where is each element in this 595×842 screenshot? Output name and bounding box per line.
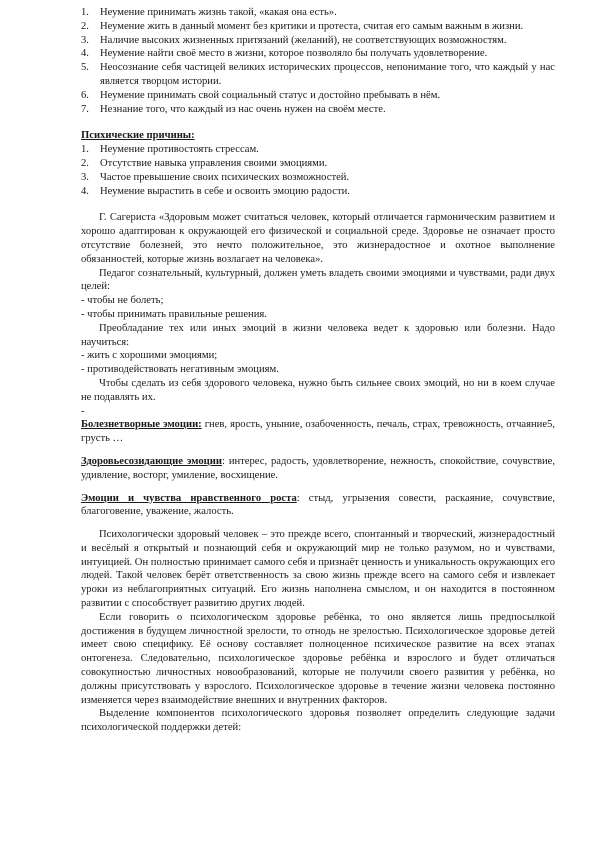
dash-line: - жить с хорошими эмоциями; — [81, 350, 218, 362]
emotions-label: Здоровьесозидающие эмоции — [81, 455, 222, 467]
dash-line: - чтобы не болеть; — [81, 295, 164, 307]
list-item: 5. Неосознание себя частицей великих исторических процессов, непонимание того, что каждый у нас является творцом истории. — [81, 62, 555, 87]
emotions-paragraph: Здоровьесозидающие эмоции: интерес, радость, удовлетворение, нежность, спокойствие, сочувствие, удивление, восторг, умиление, восхищение. — [81, 455, 555, 481]
list-item: 6. Неумение принимать свой социальный статус и достойно пребывать в нём. — [81, 89, 441, 101]
list-item: 4. Неумение вырастить в себе и освоить эмоцию радости. — [81, 185, 350, 197]
dash-line: - чтобы принимать правильные решения. — [81, 308, 267, 320]
list-item: 1. Неумение принимать жизнь такой, «какая она есть». — [81, 7, 337, 18]
reasons-list — [81, 6, 555, 116]
dash-line: - — [81, 405, 85, 417]
paragraph: Г. Сагериста «Здоровым может считаться человек, который отличается гармоническим развитием и хорошо адаптирован к окружающей его физической и социальной среде. Здоровье не означает просто отсутствие болезней, это нечто положительное, это жизнерадостное и охотное выполнение обязанностей, которые жизнь возлагает на человека». — [81, 212, 555, 265]
paragraph: Чтобы сделать из себя здорового человека, нужно быть сильнее своих эмоций, но ни в коем случае не подавлять их. — [81, 377, 555, 403]
dash-line: - противодействовать негативным эмоциям. — [81, 364, 279, 376]
emotions-label: Болезнетворные эмоции: — [81, 419, 202, 431]
emotions-paragraph: Эмоции и чувства нравственного роста: стыд, угрызения совести, раскаяние, сочувствие, благоговение, уважение, жалость. — [81, 492, 555, 518]
paragraph: Если говорить о психологическом здоровье ребёнка, то оно является лишь предпосылкой достижения в будущем личностной зрелости, то отнодь не зрелостью. Психологическое здоровье детей имеет свою специфику. Её основу составляет полноценное психическое развитие на всех этапах онтогенеза. Следовательно, психологическое здоровье ребёнка и взрослого и будет отличаться совокупностью личностных новообразований, которые не получили своего развития у ребёнка, но должны присутствовать у взрослого. Психологическое здоровье в течение жизни человека постоянно изменяется через взаимодействие внешних и внутренних факторов. — [81, 611, 555, 706]
section-heading: Психические причины: — [81, 130, 195, 142]
paragraph: Выделение компонентов психологического здоровья позволяет определить следующие задачи психологической поддержки детей: — [81, 708, 555, 734]
emotions-paragraph: Болезнетворные эмоции: гнев, ярость, уныние, озабоченность, печаль, страх, тревожность, отчаяние5, грусть … — [81, 419, 555, 445]
paragraph: Психологически здоровый человек – это прежде всего, спонтанный и творческий, жизнерадостный и весёлый я открытый и познающий себя и окружающий мир не только разумом, но и чувствами, интуицией. Он полностью принимает самого себя и признаёт ценность и уникальность окружающих его людей. Такой человек берёт ответственность за свою жизнь прежде всего на самого себя и извлекает уроки из неблагоприятных ситуаций. Его жизнь наполнена смыслом, и он находится в постоянном развитии с способствует развитию других людей. — [81, 529, 555, 610]
psych-reasons-list — [81, 143, 555, 198]
list-item: 1. Неумение противостоять стрессам. — [81, 144, 259, 156]
list-item: 7. Незнание того, что каждый из нас очень нужен на своём месте. — [81, 103, 386, 115]
list-item: 3. Наличие высоких жизненных притязаний (желаний), не соответствующих возможностям. — [81, 34, 507, 46]
paragraph: Педагог сознательный, культурный, должен уметь владеть своими эмоциями и чувствами, ради двух целей: — [81, 267, 555, 293]
list-item: 2. Неумение жить в данный момент без критики и протеста, считая его самым важным в жизни. — [81, 20, 524, 32]
list-item: 2. Отсутствие навыка управления своими эмоциями. — [81, 157, 328, 169]
list-item: 3. Частое превышение своих психических возможностей. — [81, 171, 350, 183]
paragraph: Преобладание тех или иных эмоций в жизни человека ведет к здоровью или болезни. Надо научиться: — [81, 322, 555, 348]
emotions-label: Эмоции и чувства нравственного роста — [81, 492, 297, 504]
list-item: 4. Неумение найти своё место в жизни, которое позволяло бы получать удовлетворение. — [81, 48, 488, 60]
